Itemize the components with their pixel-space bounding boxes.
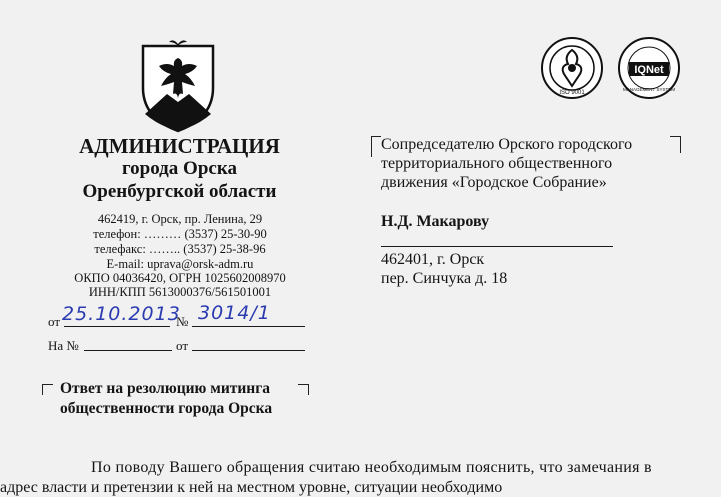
recipient-bracket-right <box>670 136 681 153</box>
city-emblem <box>137 36 219 134</box>
reg-date-line <box>64 326 170 327</box>
sender-title: АДМИНИСТРАЦИЯ <box>79 134 280 158</box>
sender-email: E-mail: uprava@orsk-adm.ru <box>106 257 254 271</box>
iqnet-seal-icon <box>617 36 681 100</box>
reg-date: 25.10.2013 <box>62 303 181 325</box>
subject-bracket-right <box>298 384 309 395</box>
body-line-1: По поводу Вашего обращения считаю необходимым пояснить, что замечания в <box>91 459 652 476</box>
recipient-line-2: территориального общественного <box>381 155 613 172</box>
reg-from-label: от <box>48 314 61 329</box>
subject-line-1: Ответ на резолюцию митинга <box>60 380 271 397</box>
subject-line-2: общественности города Орска <box>60 400 273 417</box>
sender-address: 462419, г. Орск, пр. Ленина, 29 <box>97 212 263 226</box>
ref-from-label: от <box>176 338 189 353</box>
sender-phone: телефон: ……… (3537) 25-30-90 <box>93 227 267 241</box>
recipient-line-1: Сопредседателю Орского городского <box>381 136 633 153</box>
iqnet-brand: IQNet <box>634 64 664 76</box>
sender-fax: телефакс: …….. (3537) 25-38-96 <box>94 242 266 256</box>
recipient-line-3: движения «Городское Собрание» <box>381 174 607 191</box>
iso-seal-text: ISO 9001 <box>559 90 585 96</box>
sender-region: Оренбургской области <box>82 181 277 202</box>
recipient-name: Н.Д. Макарову <box>381 213 490 230</box>
body-line-2: адрес власти и претензии к ней на местном уровне, ситуации необходимо <box>0 479 503 496</box>
reg-number: 3014/1 <box>198 302 271 324</box>
ref-label: На № <box>48 338 79 353</box>
ref-date-line <box>192 350 305 351</box>
recipient-address-1: 462401, г. Орск <box>381 251 485 268</box>
sender-okpo: ОКПО 04036420, ОГРН 1025602008970 <box>74 271 286 285</box>
reg-number-label: № <box>176 314 189 329</box>
recipient-address-2: пер. Синчука д. 18 <box>381 270 508 287</box>
recipient-bracket-left <box>371 136 381 157</box>
sender-city: города Орска <box>122 158 237 179</box>
recipient-divider <box>381 246 613 247</box>
ref-number-line <box>84 350 172 351</box>
sender-inn: ИНН/КПП 5613000376/561501001 <box>88 285 272 299</box>
reg-number-line <box>192 326 305 327</box>
iqnet-caption: MANAGEMENT SYSTEM <box>623 87 675 92</box>
subject-bracket-left <box>42 384 53 395</box>
iso-seal-icon <box>540 36 604 100</box>
